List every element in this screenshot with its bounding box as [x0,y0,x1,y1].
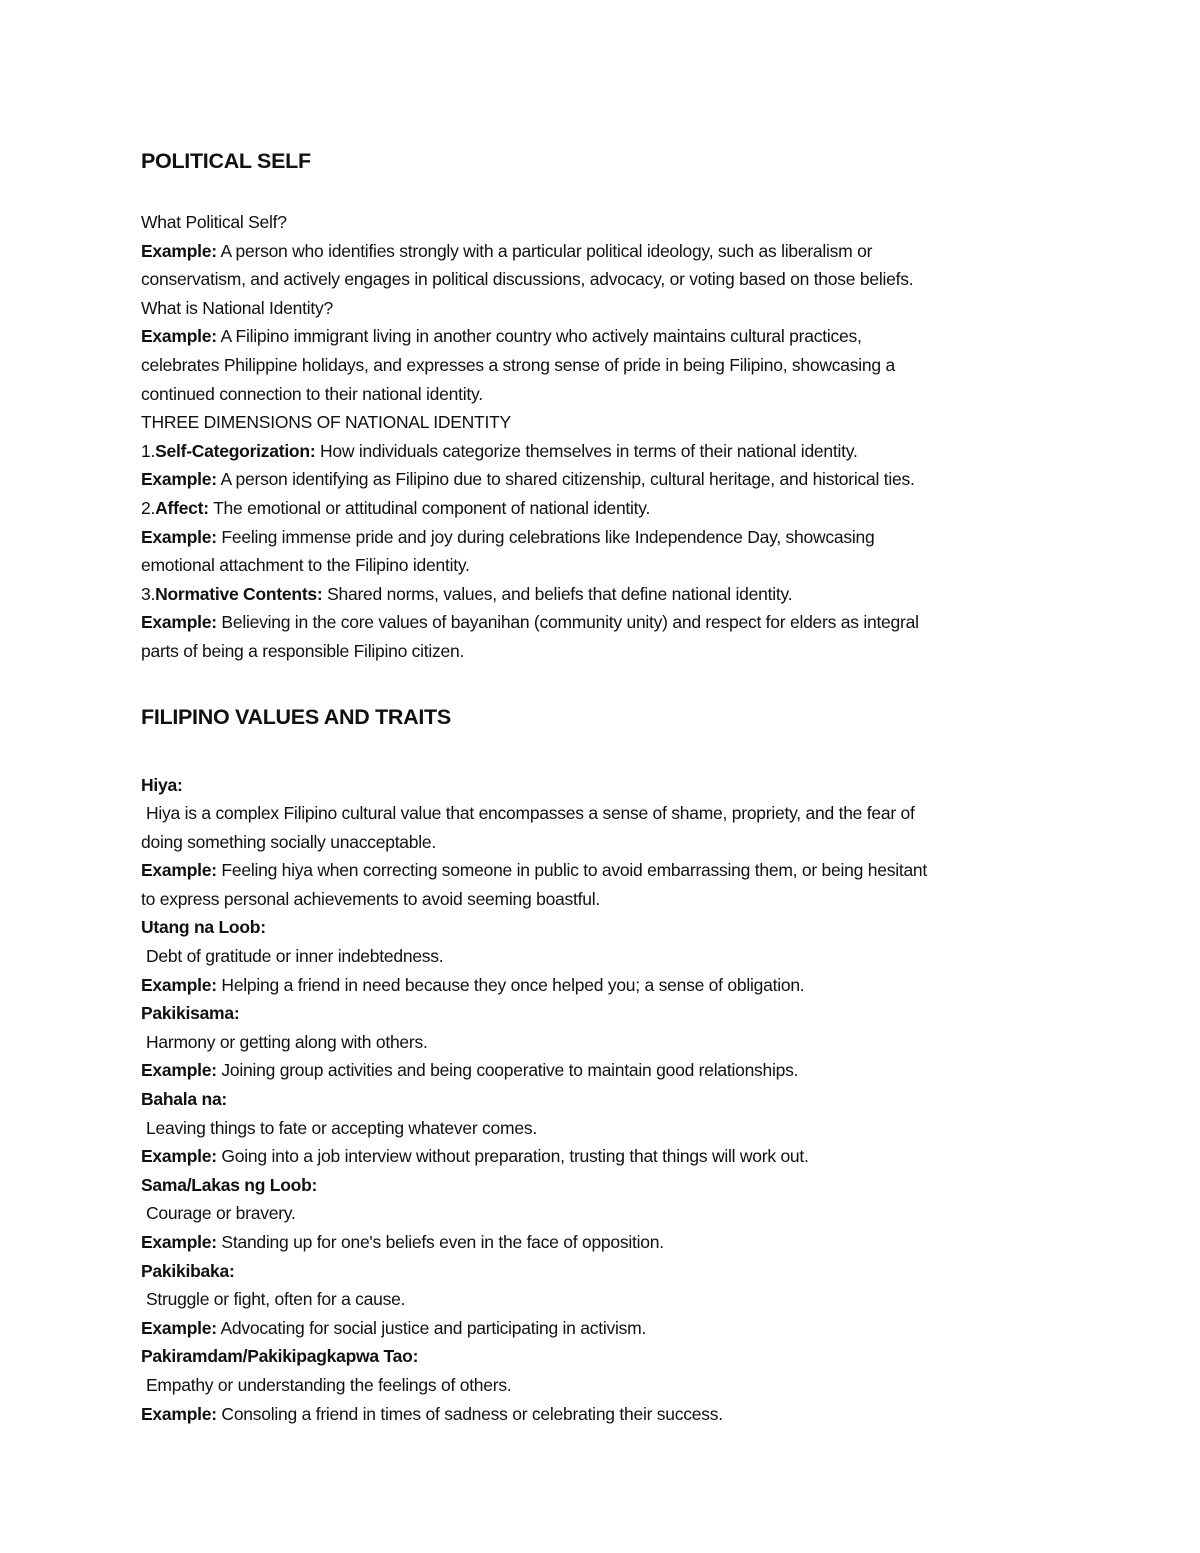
national-example-line [141,322,1071,351]
value-def-pakikibaka: Struggle or fight, often for a cause. [146,1289,406,1310]
value-def-pakikisama: Harmony or getting along with others. [146,1031,428,1052]
example-label: Example: [141,1060,217,1081]
dimension-term: Affect: [155,497,209,518]
value-def-pakiramdam: Empathy or understanding the feelings of others. [146,1374,512,1395]
example-text: Feeling hiya when correcting someone in public to avoid embarrassing them, or being hesitant [216,860,928,881]
value-example-hiya [141,856,1071,885]
value-example-hiya-line-2: to express personal achievements to avoid seeming boastful. [141,888,600,909]
example-text: Believing in the core values of bayanihan (community unity) and respect for elders as integral [216,612,919,633]
example-label: Example: [141,860,217,881]
example-label: Example: [141,1146,217,1167]
dimension-text: How individuals categorize themselves in terms of their national identity. [315,440,858,461]
dimension-2 [141,494,1071,523]
value-term-pakiramdam: Pakiramdam/Pakikipagkapwa Tao: [141,1346,419,1367]
value-example-utang-na-loob [141,971,1071,1000]
value-term-utang-na-loob: Utang na Loob: [141,917,266,938]
example-label: Example: [141,1232,217,1252]
value-term-pakikisama: Pakikisama: [141,1003,240,1024]
dimension-text: Shared norms, values, and beliefs that define national identity. [322,583,793,604]
dimension-number: 3. [141,583,156,604]
dimension-number: 2. [141,497,156,518]
dimension-term: Normative Contents: [155,583,323,604]
dimension-2-example-line-2: emotional attachment to the Filipino identity. [141,555,470,576]
value-term-lakas-ng-loob: Sama/Lakas ng Loob: [141,1174,318,1195]
filipino-values-heading: FILIPINO VALUES AND TRAITS [141,704,451,729]
political-example-line [141,237,1071,266]
dimensions-title: THREE DIMENSIONS OF NATIONAL IDENTITY [141,412,511,433]
value-example-pakikibaka [141,1314,1071,1343]
example-label: Example: [141,612,217,633]
value-term-bahala-na: Bahala na: [141,1089,227,1110]
example-label: Example: [141,526,217,547]
dimension-1 [141,437,1071,466]
example-text: A person who identifies strongly with a particular political ideology, such as liberalism or [216,240,873,261]
political-example-line-2: conservatism, and actively engages in political discussions, advocacy, or voting based on those beliefs. [141,269,914,290]
example-label: Example: [141,326,217,347]
example-label: Example: [141,974,217,995]
example-text: Advocating for social justice and participating in activism. [216,1317,647,1338]
example-text: A person identifying as Filipino due to shared citizenship, cultural heritage, and historical ties. [216,469,915,490]
value-def-lakas-ng-loob: Courage or bravery. [146,1203,296,1224]
example-text: Helping a friend in need because they once helped you; a sense of obligation. [216,974,805,995]
dimension-text: The emotional or attitudinal component of national identity. [208,497,651,518]
dimension-2-example [141,523,1071,552]
example-text: Going into a job interview without preparation, trusting that things will work out. [216,1146,809,1167]
example-text: Feeling immense pride and joy during celebrations like Independence Day, showcasing [216,526,875,547]
value-def-utang-na-loob: Debt of gratitude or inner indebtedness. [146,946,444,967]
example-label: Example: [141,240,217,261]
value-def-hiya-line-2: doing something socially unacceptable. [141,831,436,852]
value-term-pakikibaka: Pakikibaka: [141,1260,235,1281]
example-label: Example: [141,469,217,490]
dimension-1-example [141,465,1071,494]
value-def-bahala-na: Leaving things to fate or accepting whatever comes. [146,1117,537,1138]
question-political-self: What Political Self? [141,212,287,232]
example-text: Standing up for one's beliefs even in the face of opposition. [216,1232,664,1252]
dimension-term: Self-Categorization: [155,440,316,461]
value-term-hiya: Hiya: [141,774,183,795]
national-example-line-3: continued connection to their national identity. [141,383,483,404]
national-example-line-2: celebrates Philippine holidays, and expresses a strong sense of pride in being Filipino, showcasing a [141,354,895,375]
value-example-pakiramdam [141,1400,1071,1429]
example-text: A Filipino immigrant living in another country who actively maintains cultural practices, [216,326,862,347]
dimension-3 [141,580,1071,609]
example-text: Joining group activities and being cooperative to maintain good relationships. [216,1060,799,1081]
example-label: Example: [141,1317,217,1338]
dimension-number: 1. [141,440,156,461]
document-page [141,146,1071,1428]
question-national-identity: What is National Identity? [141,297,333,318]
dimension-3-example-line-2: parts of being a responsible Filipino citizen. [141,640,465,661]
value-example-lakas-ng-loob [141,1228,1071,1257]
example-text: Consoling a friend in times of sadness or celebrating their success. [216,1403,723,1424]
value-def-hiya: Hiya is a complex Filipino cultural value that encompasses a sense of shame, propriety, and the fear of [146,803,915,824]
value-example-pakikisama [141,1056,1071,1085]
political-self-heading: POLITICAL SELF [141,149,311,173]
example-label: Example: [141,1403,217,1424]
dimension-3-example [141,608,1071,637]
value-example-bahala-na [141,1142,1071,1171]
